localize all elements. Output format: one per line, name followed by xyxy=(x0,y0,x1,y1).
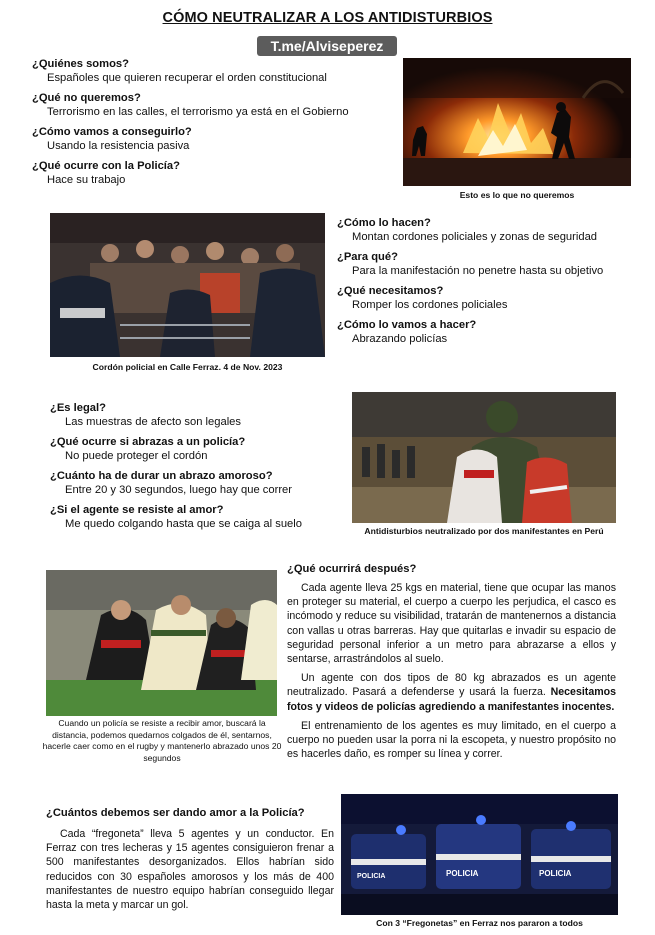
question: ¿Cómo lo hacen? xyxy=(337,217,431,229)
qa-list-cordons xyxy=(337,218,637,354)
paragraph-emphasis: Necesitamos fotos y videos de policías agrediendo a manifestantes inocentes. xyxy=(287,686,616,713)
question: ¿Qué no queremos? xyxy=(32,92,141,104)
question: ¿Cómo lo vamos a hacer? xyxy=(337,319,477,331)
paragraph xyxy=(287,671,616,714)
question: ¿Qué ocurre con la Policía? xyxy=(32,160,180,172)
article-how-many xyxy=(46,807,334,917)
answer: Para la manifestación no penetre hasta su objetivo xyxy=(352,265,604,277)
question: ¿Qué necesitamos? xyxy=(337,285,444,297)
channel-badge: T.me/Alviseperez xyxy=(257,36,397,56)
paragraph: El entrenamiento de los agentes es muy limitado, en el cuerpo a cuerpo no pueden usar la porra ni la escopeta, y nuestro propósito no es hacerles daño, es romper su línea y correr. xyxy=(287,719,616,761)
riot-fire-photo xyxy=(403,58,631,186)
answer: Entre 20 y 30 segundos, luego hay que correr xyxy=(65,484,293,496)
page-title: CÓMO NEUTRALIZAR A LOS ANTIDISTURBIOS xyxy=(162,10,493,26)
question: ¿Cuánto ha de durar un abrazo amoroso? xyxy=(50,470,273,482)
hug-police-photo xyxy=(352,392,616,523)
van-label: POLICIA xyxy=(539,869,572,878)
qa-list-intro xyxy=(32,59,397,195)
photo-caption: Antidisturbios neutralizado por dos manifestantes en Perú xyxy=(364,526,604,536)
answer: Usando la resistencia pasiva xyxy=(47,140,190,152)
answer: Me quedo colgando hasta que se caiga al suelo xyxy=(65,518,302,530)
photo-caption: Cordón policial en Calle Ferraz. 4 de Nov. 2023 xyxy=(92,362,283,372)
answer: Hace su trabajo xyxy=(47,174,126,186)
question: ¿Es legal? xyxy=(50,402,106,414)
rugby-tackle-photo xyxy=(46,570,277,716)
question: ¿Qué ocurre si abrazas a un policía? xyxy=(50,436,246,448)
qa-list-legal xyxy=(50,403,350,539)
answer: No puede proteger el cordón xyxy=(65,450,208,462)
paragraph: Cada “fregoneta” lleva 5 agentes y un conductor. En Ferraz con tres lecheras y 15 agentes consiguieron frenar a 500 manifestantes desorganizados. Ellos habrían sido reducidos con 30 españoles amorosos y los más de 400 manifestantes de nuestro equipo habrían conseguido llegar hasta la meta y marcar un gol. xyxy=(46,828,334,912)
answer: Abrazando policías xyxy=(352,333,448,345)
photo-caption: Cuando un policía se resiste a recibir amor, buscará la distancia, podemos quedarnos colgados de él, sentarnos, hacerle caer como en el rugby y mantenerlo abrazado unos 20 segundos xyxy=(42,718,282,763)
police-cordon-photo xyxy=(50,213,325,357)
question: ¿Si el agente se resiste al amor? xyxy=(50,504,224,516)
photo-caption: Esto es lo que no queremos xyxy=(459,190,575,200)
photo-caption: Con 3 “Fregonetas” en Ferraz nos pararon a todos xyxy=(376,918,583,928)
answer: Montan cordones policiales y zonas de seguridad xyxy=(352,231,598,243)
section-heading: ¿Qué ocurrirá después? xyxy=(287,563,417,575)
question: ¿Cómo vamos a conseguirlo? xyxy=(32,126,192,138)
answer: Españoles que quieren recuperar el orden constitucional xyxy=(47,72,327,84)
paragraph-text: Un agente con dos tipos de 80 kg abrazados es un agente neutralizado. Pasará a defenderse y usará la fuerza. xyxy=(287,672,616,699)
answer: Terrorismo en las calles, el terrorismo ya está en el Gobierno xyxy=(47,106,349,118)
van-label: POLICIA xyxy=(357,873,386,880)
answer: Las muestras de afecto son legales xyxy=(65,416,241,428)
answer: Romper los cordones policiales xyxy=(352,299,508,311)
question: ¿Quiénes somos? xyxy=(32,58,129,70)
question: ¿Para qué? xyxy=(337,251,398,263)
article-after xyxy=(287,563,616,766)
paragraph: Cada agente lleva 25 kgs en material, tiene que ocupar las manos en proteger su material, el cuerpo a cuerpo les perjudica, el casco es incómodo y reduce su visibilidad, tratarán de mantenernos a distancia con vallas u otras barreras. Hay que quitarlas e invadir su espacio de seguridad personal inferior a un metro para abrazarse a ellos y sentarse, arrastrándolos al suelo. xyxy=(287,582,616,666)
van-label: POLICIA xyxy=(446,869,479,878)
police-vans-photo xyxy=(341,794,618,915)
section-heading: ¿Cuántos debemos ser dando amor a la Policía? xyxy=(46,807,305,819)
